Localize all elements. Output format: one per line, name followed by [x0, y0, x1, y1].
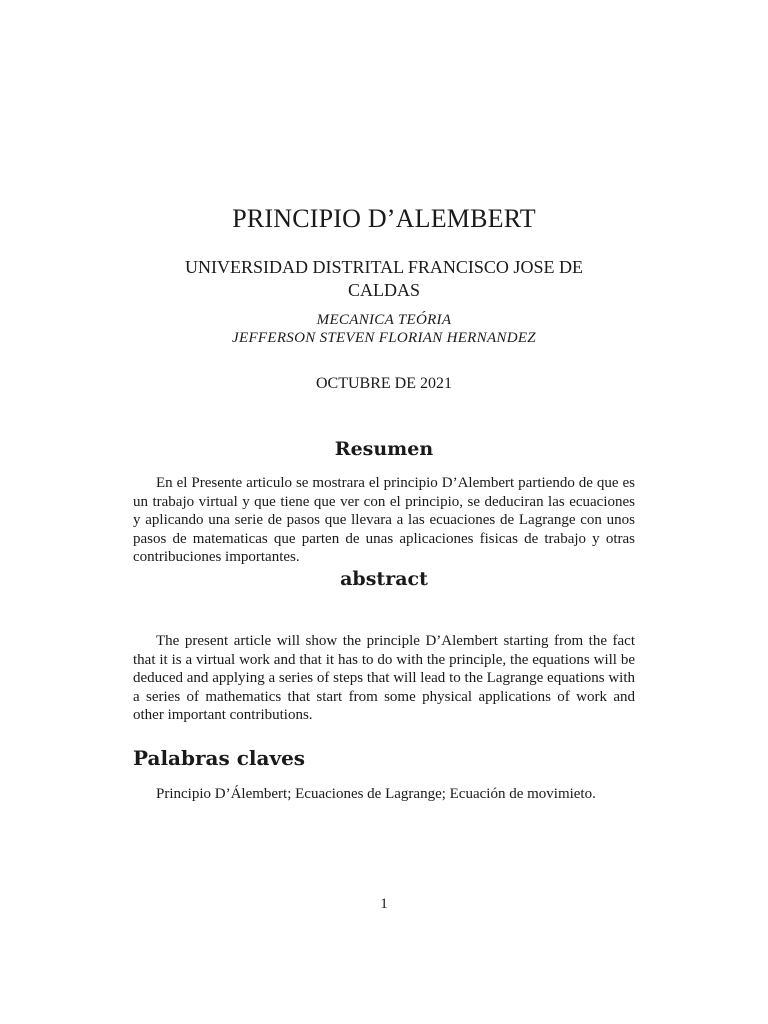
- publication-date: OCTUBRE DE 2021: [316, 375, 452, 392]
- keywords-heading: Palabras claves: [133, 746, 306, 770]
- resumen-heading: Resumen: [334, 438, 434, 460]
- paper-title: PRINCIPIO D’ALEMBERT: [232, 204, 536, 233]
- abstract-heading: abstract: [340, 568, 428, 590]
- course-name: MECANICA TEÓRIA: [316, 312, 452, 328]
- university-name: UNIVERSIDAD DISTRITAL FRANCISCO JOSE DE CALDAS: [185, 257, 583, 300]
- author-name: JEFFERSON STEVEN FLORIAN HERNANDEZ: [232, 330, 536, 346]
- resumen-paragraph: En el Presente articulo se mostrara el principio D’Alembert partiendo de que es un trabajo virtual y que tiene que ver con el principio, se deduciran las ecuaciones y aplicando una serie de pasos que llevara a las ecuaciones de Lagrange con unos pasos de matematicas que parten de unas aplicaciones fisicas de trabajo y otras contribuciones importantes.: [133, 475, 635, 566]
- abstract-paragraph: The present article will show the principle D’Alembert starting from the fact that it is a virtual work and that it has to do with the principle, the equations will be deduced and applying a series of steps that will lead to the Lagrange equations with a series of mathematics that start from some physical applications of work and other important contributions.: [133, 633, 635, 724]
- keywords-list: Principio D’Álembert; Ecuaciones de Lagrange; Ecuación de movimieto.: [156, 786, 596, 802]
- page-number: 1: [380, 896, 388, 912]
